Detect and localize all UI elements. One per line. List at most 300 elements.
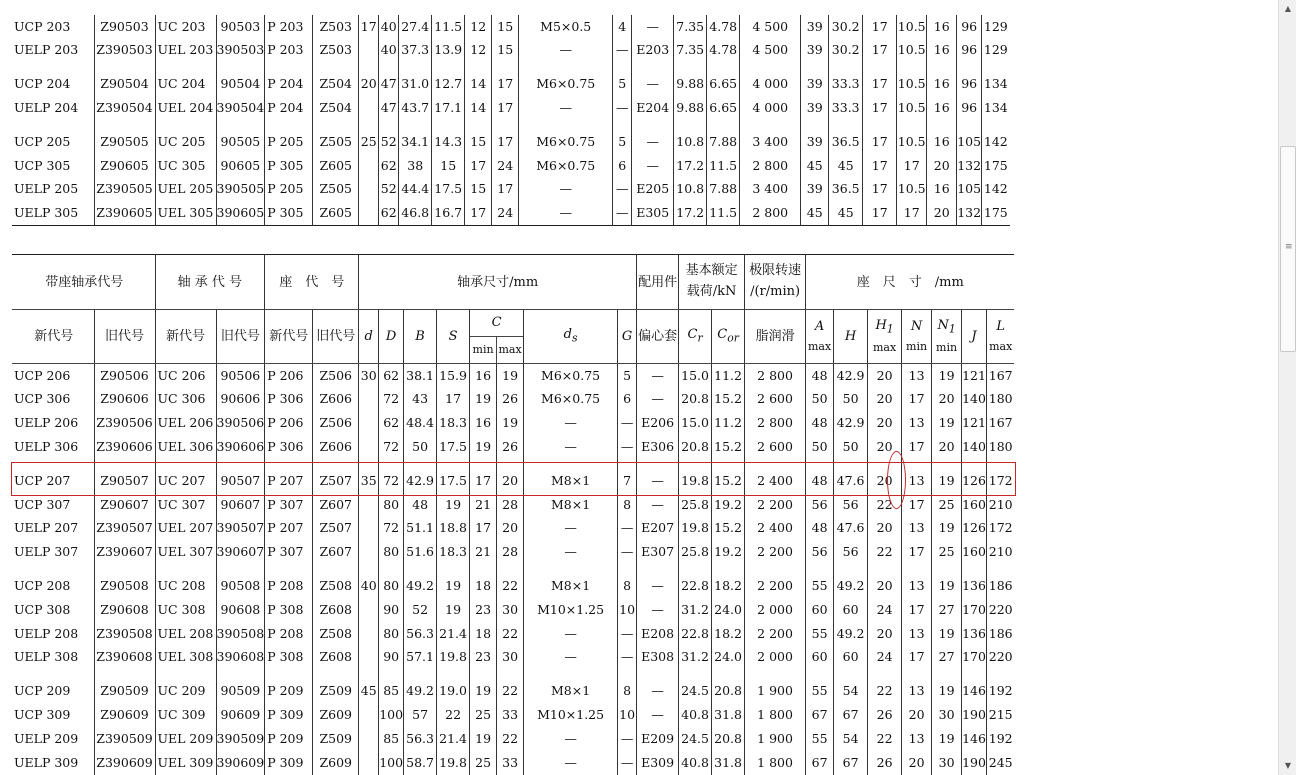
table-cell: 80 [379,493,404,517]
table-cell: 52 [404,598,437,622]
table-cell: Z506 [313,364,359,388]
triangle-down-icon[interactable]: ▼ [1284,761,1292,770]
table-cell: 160 [962,541,987,565]
table-cell: 24.5 [679,680,712,704]
table-cell: 55 [806,574,834,598]
table-cell: 19.8 [437,751,470,775]
table-cell: — [637,364,679,388]
table-cell: 85 [379,680,404,704]
table-cell: — [613,96,632,120]
table-cell: 1 800 [745,703,806,727]
table-cell: 39 [801,130,829,154]
table-cell: 31.2 [679,598,712,622]
table-cell: 17 [902,541,932,565]
table-cell: 33.3 [829,73,863,97]
header-C-label: C [470,310,523,337]
table-row [12,541,1014,565]
table-cell: 390505 [216,178,265,202]
table-cell: 56 [806,493,834,517]
table-cell: Z503 [313,15,359,39]
table-cell: 20 [868,622,902,646]
table-cell: — [524,435,618,459]
vertical-scrollbar[interactable] [1278,0,1296,775]
header-D: D [379,310,404,364]
table-cell: 33.3 [829,96,863,120]
table-cell: Z605 [313,202,359,226]
table-cell: 2 200 [745,574,806,598]
table-cell: 20 [868,435,902,459]
table-cell: UELP 205 [12,178,94,202]
table-cell: Z90606 [94,388,155,412]
header-speed-limit-line1: 极限转速 [749,263,802,279]
table-cell: — [632,130,674,154]
table-cell: Z390607 [94,541,155,565]
header-new-code: 新代号 [12,310,94,364]
header-old-code: 旧代号 [94,310,155,364]
table-row [12,73,1010,97]
table-cell: 62 [379,412,404,436]
table-cell: E207 [637,517,679,541]
table-cell [359,703,379,727]
table-cell: 2 400 [745,469,806,493]
table-cell: 11.5 [432,15,465,39]
table-cell: 16 [927,15,957,39]
table-cell: Z390509 [94,727,155,751]
table-cell: 27.4 [399,15,432,39]
table-cell: Z90609 [94,703,155,727]
table-cell: 21.4 [437,727,470,751]
table-cell: 16 [927,39,957,63]
table-cell: 5 [618,364,637,388]
table-cell: 40 [359,574,379,598]
table-cell: 10.8 [674,178,707,202]
table-cell: 45 [801,202,829,226]
table-cell: 56.3 [404,727,437,751]
header-rated-load-line2: 载荷/kN [686,284,737,299]
table-cell: 20 [932,435,962,459]
highlight-oval [887,451,906,509]
table-cell: 2 400 [745,517,806,541]
table-cell: 17 [902,493,932,517]
table-cell: 210 [988,496,1013,512]
table-cell: Z509 [313,727,359,751]
table-cell: UEL 204 [155,96,216,120]
table-cell: 38.1 [404,364,437,388]
table-cell: 2 800 [745,412,806,436]
table-cell: UCP 308 [12,598,94,622]
table-cell: 2 600 [745,388,806,412]
table-cell: 121 [962,364,987,388]
table-cell: 67 [806,751,834,775]
table-cell: 14 [465,96,492,120]
highlight-row-box [11,462,1016,496]
table-cell: 31.8 [712,751,745,775]
table-cell: 37.3 [399,39,432,63]
table-cell: 10.5 [897,73,927,97]
table-cell: UEL 208 [155,622,216,646]
table-cell: 43 [404,388,437,412]
table-cell: 19 [470,435,497,459]
table-cell: P 209 [265,680,313,704]
table-cell: 17 [863,96,897,120]
table-cell: 25 [470,751,497,775]
table-cell: 11.5 [707,154,740,178]
table-cell: Z504 [313,96,359,120]
header-Cr: $C_r$ [679,310,712,364]
table-cell: UCP 206 [12,364,94,388]
table-cell: 192 [988,730,1013,746]
table-cell: 36.5 [829,130,863,154]
table-cell: 30.2 [829,39,863,63]
table-cell: 9.88 [674,96,707,120]
table-cell: UELP 208 [12,622,94,646]
table-row [12,646,1014,670]
table-cell: Z505 [313,178,359,202]
table-cell: 10 [618,703,637,727]
table-cell: 2 000 [745,646,806,670]
table-cell: — [618,646,637,670]
table-cell: 170 [962,598,987,622]
table-row [12,622,1014,646]
table-row [12,39,1010,63]
table-cell: 4.78 [707,39,740,63]
table-row [12,202,1010,226]
table-cell: UC 204 [155,73,216,97]
table-cell: P 203 [265,15,313,39]
table-cell: 19.0 [437,680,470,704]
table-cell: 13 [902,622,932,646]
table-cell: 62 [379,202,399,226]
header-fitting: 配用件 [637,255,679,310]
table-cell: Z506 [313,412,359,436]
table-cell: 17 [902,388,932,412]
table-cell: UC 207 [155,469,216,493]
table-cell: P 207 [265,517,313,541]
table-cell: — [613,202,632,226]
table-cell: 15.2 [712,517,745,541]
table-cell: — [637,680,679,704]
table-cell: — [519,202,613,226]
table-cell: 40 [379,39,399,63]
table-cell: UEL 306 [155,435,216,459]
table-cell: 22 [868,680,902,704]
table-cell: P 203 [265,39,313,63]
table-cell: 19.2 [712,541,745,565]
table-cell: 17 [897,154,927,178]
table-cell: 96 [957,96,982,120]
table-cell: 25 [359,130,379,154]
table-cell: 11.5 [707,202,740,226]
header-S: S [437,310,470,364]
table-cell: Z608 [313,598,359,622]
table-cell: Z390504 [94,96,155,120]
table-cell: 15.9 [437,364,470,388]
table-cell: 55 [806,680,834,704]
scrollbar-thumb[interactable] [1280,146,1296,352]
header-grease: 脂润滑 [745,310,806,364]
table-cell: UC 206 [155,364,216,388]
table-cell: 129 [983,42,1008,58]
table-cell: 17 [359,15,379,39]
table-cell: E307 [637,541,679,565]
table-cell: — [524,727,618,751]
table-cell: — [618,751,637,775]
table-cell: 56.3 [404,622,437,646]
table-cell: 43.7 [399,96,432,120]
table-cell [359,178,379,202]
table-cell: 245 [988,754,1013,770]
table-cell: 129 [983,18,1008,34]
table-cell: P 205 [265,130,313,154]
table-cell: UELP 305 [12,202,94,226]
table-row [12,364,1014,388]
table-cell: UELP 309 [12,751,94,775]
table-cell: 3 400 [740,178,801,202]
table-cell: P 204 [265,96,313,120]
group-spacer [12,670,1014,680]
table-cell: 15.0 [679,412,712,436]
table-cell: 12 [465,15,492,39]
table-cell: 15 [432,154,465,178]
table-cell: Z608 [313,646,359,670]
table-cell: 17 [902,435,932,459]
table-cell: 31.8 [712,703,745,727]
header-seat-new-code: 新代号 [265,310,313,364]
table-cell: Z90508 [94,574,155,598]
table-cell: 31.0 [399,73,432,97]
group-spacer [12,63,1010,73]
table-cell: 390503 [216,39,265,63]
table-cell: 20 [359,73,379,97]
table-row [12,574,1014,598]
table-cell: Z607 [313,541,359,565]
table-cell: 24 [492,154,519,178]
table-cell: 17 [470,517,497,541]
table-cell: — [637,703,679,727]
table-cell: 30.2 [829,15,863,39]
table-cell: 17 [902,646,932,670]
header-N: N min [902,310,932,364]
table-cell: 22 [868,541,902,565]
table-cell: 72 [379,517,404,541]
table-cell: 6.65 [707,73,740,97]
table-cell: 40.8 [679,703,712,727]
table-cell: 19 [932,622,962,646]
table-cell: 17 [492,130,519,154]
table-cell: 7.88 [707,130,740,154]
table-cell: 146 [962,727,987,751]
table-row [12,388,1014,412]
table-cell: 22 [497,622,524,646]
table-cell: 220 [988,601,1013,617]
table-cell: 10 [618,598,637,622]
table-cell: M10×1.25 [524,703,618,727]
table-cell: Z90605 [94,154,155,178]
table-cell: 14 [465,73,492,97]
table-cell: 28 [497,493,524,517]
table-cell: 18 [470,574,497,598]
table-cell: Z503 [313,39,359,63]
table-cell: 22 [497,727,524,751]
table-cell: Z90607 [94,493,155,517]
table-cell: UELP 306 [12,435,94,459]
table-cell: 60 [834,598,868,622]
table-cell: 47.6 [834,469,868,493]
table-cell: 18.8 [437,517,470,541]
table-cell: 17 [437,388,470,412]
table-cell: 167 [988,415,1013,431]
table-cell: 40.8 [679,751,712,775]
table-cell: 19.8 [437,646,470,670]
table-cell: — [637,574,679,598]
table-cell: 19 [437,574,470,598]
table-cell: UELP 307 [12,541,94,565]
table-cell: 19 [932,727,962,751]
table-cell: Z606 [313,435,359,459]
table-row [12,598,1014,622]
table-cell: UC 306 [155,388,216,412]
table-cell: P 209 [265,727,313,751]
table-cell: UC 203 [155,15,216,39]
table-row [12,751,1014,775]
table-cell: Z505 [313,130,359,154]
table-cell: UC 208 [155,574,216,598]
table-cell: 22.8 [679,622,712,646]
table-cell: M5×0.5 [519,15,613,39]
table-cell [359,202,379,226]
table-cell: — [613,39,632,63]
table-cell: 90605 [216,154,265,178]
table-cell: — [618,541,637,565]
table-cell: 13 [902,680,932,704]
table-cell: 67 [834,703,868,727]
table-cell: 24.0 [712,598,745,622]
header-seat-code: 座 代 号 [265,255,359,310]
table-cell: 390509 [216,727,265,751]
triangle-up-icon[interactable]: ▲ [1284,4,1292,13]
table-cell: 5 [613,130,632,154]
table-cell: E309 [637,751,679,775]
table-cell: 44.4 [399,178,432,202]
table-cell: 80 [379,541,404,565]
table-cell: Z507 [313,469,359,493]
table-cell: Z607 [313,493,359,517]
table-cell: Z390608 [94,646,155,670]
table-cell: Z609 [313,751,359,775]
table-cell: 90508 [216,574,265,598]
table-cell: 190 [962,751,987,775]
table-cell: 19 [932,574,962,598]
table-cell: — [519,96,613,120]
table-cell: 48 [806,469,834,493]
table-cell: 2 200 [745,622,806,646]
table-cell: 12.7 [432,73,465,97]
table-cell: E208 [637,622,679,646]
header-bearing-code: 轴 承 代 号 [155,255,265,310]
table-cell: 2 800 [740,154,801,178]
table-cell: — [524,751,618,775]
table-cell: P 305 [265,154,313,178]
table-cell: UEL 205 [155,178,216,202]
table-cell: P 305 [265,202,313,226]
table-cell: 16 [470,364,497,388]
table-cell: 11.2 [712,412,745,436]
table-cell: 60 [806,598,834,622]
table-cell: P 206 [265,412,313,436]
table-cell: 13 [902,574,932,598]
table-cell: 26 [868,751,902,775]
table-cell: 22 [437,703,470,727]
table-cell: Z390508 [94,622,155,646]
table-cell: — [637,493,679,517]
table-cell: 210 [988,544,1013,560]
table-cell: P 306 [265,388,313,412]
table-cell: 17 [492,96,519,120]
header-C-min: min [470,337,497,363]
header-B: B [404,310,437,364]
table-cell: 20 [868,412,902,436]
header-bearing-dims: 轴承尺寸/mm [359,255,637,310]
header-H: H [834,310,868,364]
table-cell: 24.0 [712,646,745,670]
table-cell: 390507 [216,517,265,541]
table-cell: 180 [988,439,1013,455]
table-cell: P 307 [265,493,313,517]
table-cell: 8 [618,680,637,704]
table-cell: Z390506 [94,412,155,436]
table-cell: 390606 [216,435,265,459]
group-spacer [12,120,1010,130]
table-cell: 126 [962,469,987,493]
table-cell: P 207 [265,469,313,493]
table-cell: 19 [932,469,962,493]
table-cell: 2 800 [745,364,806,388]
table-cell: 90504 [216,73,265,97]
table-cell: 20.8 [712,727,745,751]
table-cell: UCP 307 [12,493,94,517]
table-cell: 10.5 [897,178,927,202]
table-cell: 45 [829,202,863,226]
table-cell: UC 209 [155,680,216,704]
table-cell: UCP 208 [12,574,94,598]
table-cell: P 208 [265,622,313,646]
table-cell: 17 [863,178,897,202]
table-cell: 6 [613,154,632,178]
table-cell: 146 [962,680,987,704]
table-cell: UEL 308 [155,646,216,670]
table-cell: 12 [465,39,492,63]
table-cell: Z504 [313,73,359,97]
header-N1: $N_1$ min [932,310,962,364]
header-speed-limit-line2: /(r/min) [750,284,801,299]
table-cell: 13 [902,364,932,388]
table-cell: 36.5 [829,178,863,202]
bearing-data-table [12,254,1014,775]
table-cell: E205 [632,178,674,202]
table-cell: 1 900 [745,727,806,751]
table-cell: Z90608 [94,598,155,622]
table-cell: 17.2 [674,202,707,226]
table-cell: 132 [957,154,982,178]
table-cell: 90606 [216,388,265,412]
table-cell: 19 [497,364,524,388]
table-cell: 26 [497,435,524,459]
table-cell: 9.88 [674,73,707,97]
table-cell: 54 [834,727,868,751]
table-cell: UEL 209 [155,727,216,751]
table-cell: UC 305 [155,154,216,178]
table-cell: — [618,435,637,459]
